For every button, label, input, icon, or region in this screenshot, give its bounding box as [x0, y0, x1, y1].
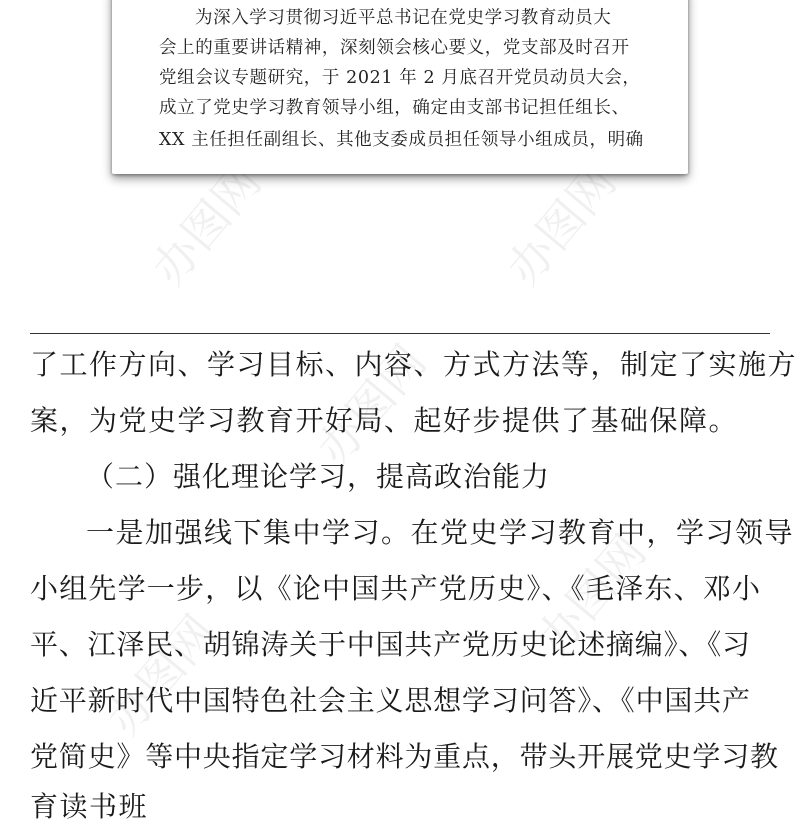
preview-line: 党组会议专题研究，于 2021 年 2 月底召开党员动员大会，	[159, 68, 641, 88]
document-paragraph-line: 近平新时代中国特色社会主义思想学习问答》、《中国共产	[30, 684, 751, 717]
watermark: 办图网	[526, 524, 657, 666]
document-paragraph-line: 党简史》等中央指定学习材料为重点，带头开展党史学习教	[30, 740, 779, 773]
document-paragraph-line: 育读书班	[30, 790, 149, 823]
preview-line: XX 主任担任副组长、其他支委成员担任领导小组成员，明确	[159, 130, 644, 150]
document-paragraph-line: 小组先学一步，以《论中国共产党历史》、《毛泽东、邓小	[30, 572, 762, 605]
watermark: 办图网	[306, 334, 437, 476]
preview-line: 成立了党史学习教育领导小组，确定由支部书记担任组长、	[159, 98, 630, 118]
preview-line: 会上的重要讲话精神，深刻领会核心要义，党支部及时召开	[159, 38, 630, 58]
document-paragraph-line: 平、江泽民、胡锦涛关于中国共产党历史论述摘编》、《习	[30, 628, 751, 661]
preview-line: 为深入学习贯彻习近平总书记在党史学习教育动员大	[195, 8, 612, 28]
watermark: 办图网	[96, 604, 227, 746]
watermark: 办图网	[496, 154, 627, 296]
document-paragraph-line: 一是加强线下集中学习。在党史学习教育中，学习领导	[86, 516, 795, 549]
document-preview-card	[112, 0, 688, 174]
page-divider	[30, 333, 770, 334]
section-heading: （二）强化理论学习，提高政治能力	[86, 460, 551, 493]
watermark: 办图网	[141, 154, 272, 296]
document-paragraph-line: 了工作方向、学习目标、内容、方式方法等，制定了实施方	[30, 348, 798, 381]
document-paragraph-line: 案，为党史学习教育开好局、起好步提供了基础保障。	[30, 404, 739, 437]
